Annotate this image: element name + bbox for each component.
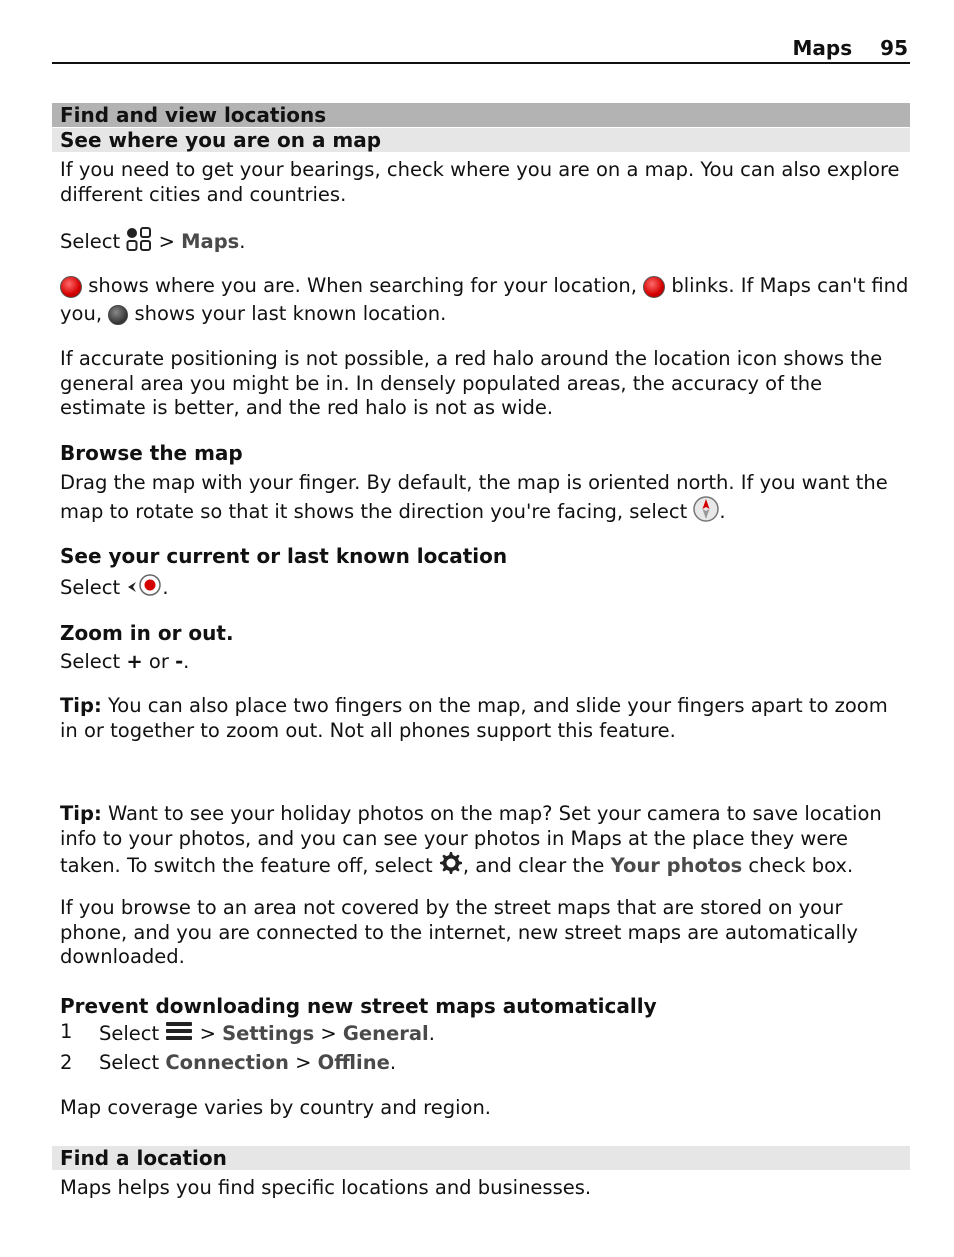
subsection-heading-see-where: See where you are on a map [52,128,910,152]
step-1: 1 Select > Settings > General. [60,1020,910,1046]
coverage-paragraph: Map coverage varies by country and region. [60,1096,491,1119]
location-dot-icon [60,276,82,298]
offline-keyword: Offline [317,1051,390,1074]
page-number: 95 [880,36,908,60]
your-photos-keyword: Your photos [610,853,743,877]
settings-gear-icon [439,851,463,882]
tip-photos: Tip: Want to see your holiday photos on the map? Set your camera to save location info to your photos, and you can see your photos in Maps at the place they were taken. To switch the feature off, select , and clear the Your photos check box. [60,802,910,882]
app-grid-icon [126,227,152,258]
select-maps-line: Select > Maps. [60,227,910,258]
connection-keyword: Connection [165,1051,289,1074]
section-heading: Find and view locations [52,103,910,127]
menu-icon [165,1020,193,1049]
my-location-icon [138,573,162,604]
browse-title: Browse the map [60,441,243,465]
accuracy-paragraph: If accurate positioning is not possible, a red halo around the location icon shows the general area you might be in. In densely populated areas, the accuracy of the estimate is better, and the red halo is not as wide. [60,347,883,419]
find-paragraph: Maps helps you find specific locations and businesses. [60,1176,592,1199]
back-arrow-icon [126,576,138,601]
compass-icon [693,496,719,529]
see-where-intro: If you need to get your bearings, check where you are on a map. You can also explore different cities and countries. [60,158,900,206]
settings-keyword: Settings [222,1021,315,1045]
last-known-location-icon [108,305,128,325]
running-head-section: Maps [792,36,853,60]
zoom-paragraph: Select + or -. [60,650,190,673]
current-location-title: See your current or last known location [60,544,508,568]
general-keyword: General [342,1021,429,1045]
zoom-title: Zoom in or out. [60,621,234,645]
running-head [793,36,908,60]
maps-keyword: Maps [181,229,240,253]
prevent-title: Prevent downloading new street maps automatically [60,994,657,1018]
subsection-heading-find: Find a location [52,1146,910,1170]
zoom-plus: + [126,650,143,673]
location-icon-paragraph: shows where you are. When searching for your location, blinks. If Maps can't find you, shows your last known location. [60,274,909,325]
current-location-paragraph: Select . [60,573,910,604]
step-2: 2 Select Connection > Offline. [60,1051,397,1074]
header-rule [52,62,910,64]
browse-paragraph: Drag the map with your finger. By default, the map is oriented north. If you want the map to rotate so that it shows the direction you're facing, select . [60,471,910,528]
auto-download-paragraph: If you browse to an area not covered by the street maps that are stored on your phone, and you are connected to the internet, new street maps are automatically downloaded. [60,896,858,968]
tip-pinch-zoom: Tip: You can also place two fingers on the map, and slide your fingers apart to zoom in or together to zoom out. Not all phones support this feature. [60,694,888,742]
blinking-location-icon [643,276,665,298]
zoom-minus: - [175,650,184,673]
